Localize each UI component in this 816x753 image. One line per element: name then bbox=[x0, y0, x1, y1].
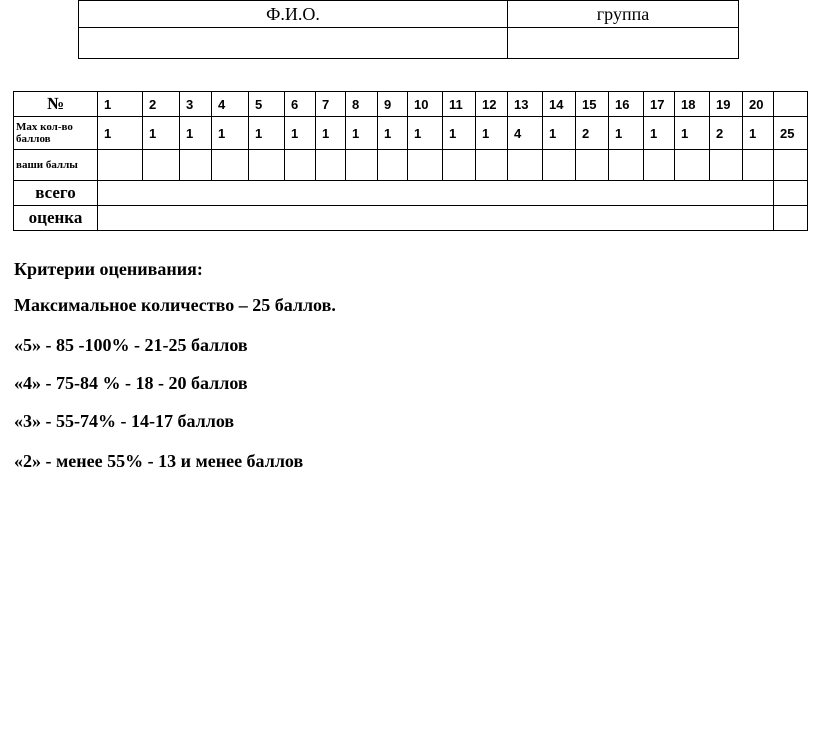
your-total-cell[interactable] bbox=[774, 150, 808, 181]
max-points-cell: 1 bbox=[443, 117, 476, 150]
question-number-cell: 8 bbox=[346, 92, 378, 117]
question-number-cell: 15 bbox=[576, 92, 609, 117]
your-points-cell[interactable] bbox=[508, 150, 543, 181]
max-points-cell: 1 bbox=[180, 117, 212, 150]
max-points-cell: 1 bbox=[644, 117, 675, 150]
total-end-cell[interactable] bbox=[774, 181, 808, 206]
your-points-cell[interactable] bbox=[316, 150, 346, 181]
total-row bbox=[14, 181, 808, 206]
question-number-cell: 2 bbox=[143, 92, 180, 117]
number-end-cell bbox=[774, 92, 808, 117]
criteria-line-grade-4: «4» - 75-84 % - 18 - 20 баллов bbox=[14, 373, 248, 393]
question-number-cell: 10 bbox=[408, 92, 443, 117]
your-points-cell[interactable] bbox=[180, 150, 212, 181]
max-points-cell: 1 bbox=[316, 117, 346, 150]
max-points-cell: 1 bbox=[675, 117, 710, 150]
question-number-cell: 9 bbox=[378, 92, 408, 117]
max-points-cell: 1 bbox=[212, 117, 249, 150]
question-number-cell: 16 bbox=[609, 92, 644, 117]
max-points-label: Мах кол-во баллов bbox=[14, 117, 98, 150]
grade-row bbox=[14, 206, 808, 231]
your-points-cell[interactable] bbox=[576, 150, 609, 181]
your-points-label: ваши баллы bbox=[14, 150, 98, 181]
max-points-cell: 1 bbox=[98, 117, 143, 150]
your-points-cell[interactable] bbox=[443, 150, 476, 181]
criteria-line-grade-5: «5» - 85 -100% - 21-25 баллов bbox=[14, 335, 248, 355]
your-points-cell[interactable] bbox=[98, 150, 143, 181]
question-number-cell: 7 bbox=[316, 92, 346, 117]
grade-end-cell[interactable] bbox=[774, 206, 808, 231]
max-points-cell: 1 bbox=[346, 117, 378, 150]
question-number-cell: 3 bbox=[180, 92, 212, 117]
your-points-cell[interactable] bbox=[710, 150, 743, 181]
max-points-cell: 1 bbox=[743, 117, 774, 150]
your-points-cell[interactable] bbox=[346, 150, 378, 181]
criteria-line-grade-2: «2» - менее 55% - 13 и менее баллов bbox=[14, 451, 304, 471]
your-points-cell[interactable] bbox=[609, 150, 644, 181]
your-points-cell[interactable] bbox=[285, 150, 316, 181]
your-points-cell[interactable] bbox=[249, 150, 285, 181]
max-points-cell: 1 bbox=[543, 117, 576, 150]
your-points-cell[interactable] bbox=[408, 150, 443, 181]
max-points-cell: 4 bbox=[508, 117, 543, 150]
max-points-cell: 1 bbox=[476, 117, 508, 150]
score-table bbox=[13, 91, 808, 231]
your-points-cell[interactable] bbox=[743, 150, 774, 181]
question-number-cell: 17 bbox=[644, 92, 675, 117]
question-number-cell: 19 bbox=[710, 92, 743, 117]
max-points-cell: 1 bbox=[609, 117, 644, 150]
number-sign-header: № bbox=[14, 92, 98, 117]
max-points-cell: 1 bbox=[143, 117, 180, 150]
max-points-cell: 1 bbox=[378, 117, 408, 150]
max-points-cell: 2 bbox=[576, 117, 609, 150]
question-number-cell: 1 bbox=[98, 92, 143, 117]
max-points-cell: 1 bbox=[285, 117, 316, 150]
your-points-cell[interactable] bbox=[143, 150, 180, 181]
question-number-cell: 11 bbox=[443, 92, 476, 117]
name-group-table bbox=[78, 0, 739, 59]
question-number-cell: 18 bbox=[675, 92, 710, 117]
group-header: группа bbox=[508, 1, 739, 28]
your-points-cell[interactable] bbox=[675, 150, 710, 181]
total-label: всего bbox=[14, 181, 98, 206]
max-total-cell: 25 bbox=[774, 117, 808, 150]
question-number-row bbox=[14, 92, 808, 117]
grade-field[interactable] bbox=[98, 206, 774, 231]
your-points-cell[interactable] bbox=[378, 150, 408, 181]
total-field[interactable] bbox=[98, 181, 774, 206]
max-points-cell: 2 bbox=[710, 117, 743, 150]
your-points-cell[interactable] bbox=[212, 150, 249, 181]
fio-field[interactable] bbox=[79, 28, 508, 59]
your-points-cell[interactable] bbox=[476, 150, 508, 181]
group-field[interactable] bbox=[508, 28, 739, 59]
fio-header: Ф.И.О. bbox=[79, 1, 508, 28]
criteria-line-grade-3: «3» - 55-74% - 14-17 баллов bbox=[14, 411, 235, 431]
grade-label: оценка bbox=[14, 206, 98, 231]
question-number-cell: 13 bbox=[508, 92, 543, 117]
max-points-cell: 1 bbox=[249, 117, 285, 150]
question-number-cell: 20 bbox=[743, 92, 774, 117]
criteria-line-max: Максимальное количество – 25 баллов. bbox=[14, 295, 336, 315]
max-points-cell: 1 bbox=[408, 117, 443, 150]
criteria-heading: Критерии оценивания: bbox=[14, 259, 203, 279]
question-number-cell: 5 bbox=[249, 92, 285, 117]
question-number-cell: 6 bbox=[285, 92, 316, 117]
question-number-cell: 12 bbox=[476, 92, 508, 117]
your-points-cell[interactable] bbox=[644, 150, 675, 181]
your-points-row bbox=[14, 150, 808, 181]
your-points-cell[interactable] bbox=[543, 150, 576, 181]
question-number-cell: 4 bbox=[212, 92, 249, 117]
max-points-row bbox=[14, 117, 808, 150]
question-number-cell: 14 bbox=[543, 92, 576, 117]
